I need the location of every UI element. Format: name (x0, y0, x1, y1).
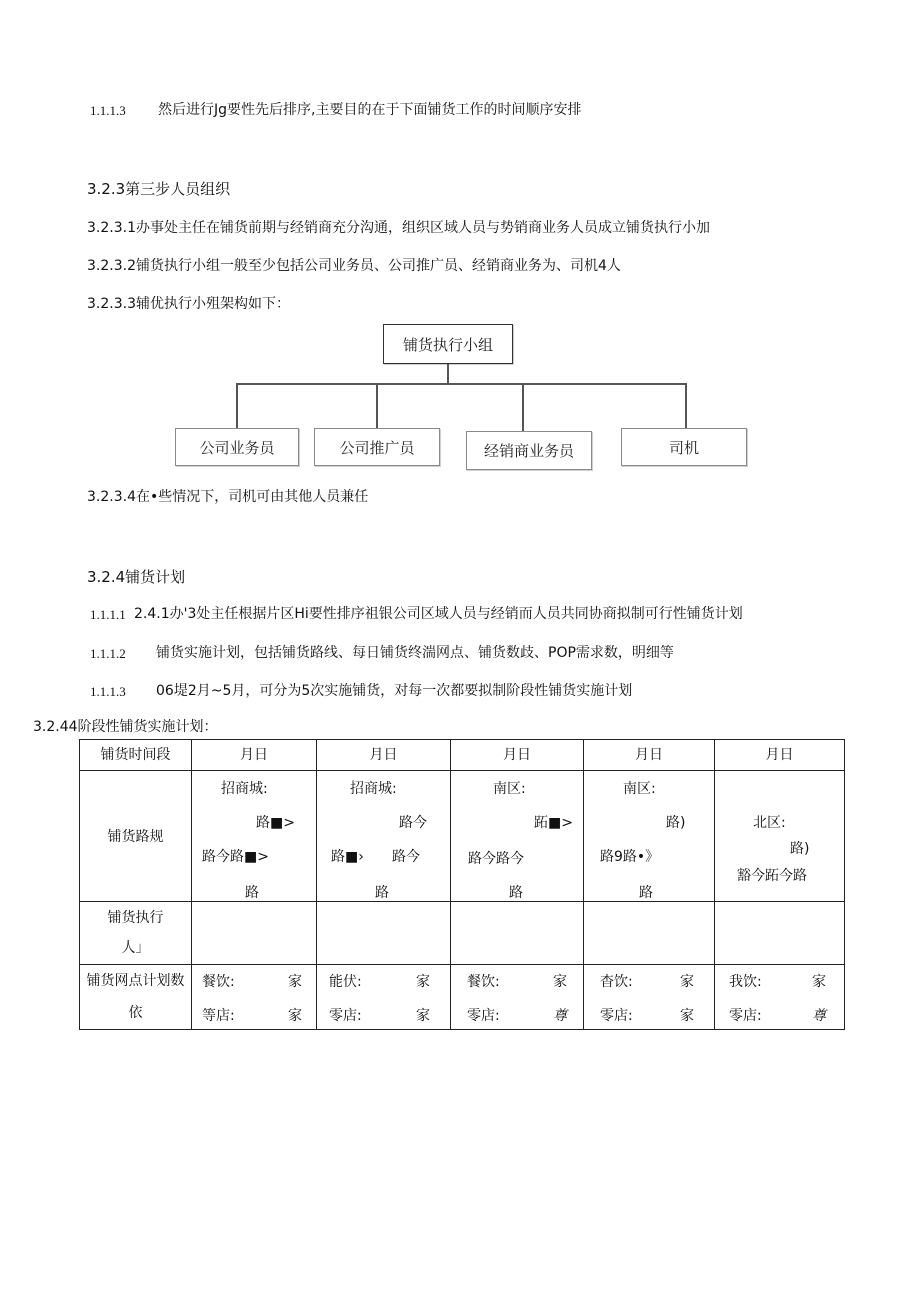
outlet-type: 我饮: (729, 974, 762, 990)
outlet-type: 餐饮: (467, 974, 500, 990)
org-connector (236, 383, 687, 385)
route-line: 路) (790, 841, 810, 857)
row-label-executor (80, 902, 192, 965)
outlet-unit: 家 (680, 1008, 694, 1024)
row-label-text: 铺货网点计划数 (86, 973, 185, 989)
route-line: 路 (245, 885, 259, 901)
column-header: 月日 (584, 740, 715, 771)
outlets-cell (584, 965, 715, 1030)
row-label-text: 人」 (121, 940, 150, 956)
item-number: 1.1.1.1 (90, 607, 126, 622)
paragraph-text: 06堤2月~5月，可分为5次实施铺货，对每一次都要拟制阶段性铺货实施计划 (156, 683, 633, 699)
executor-cell (451, 902, 584, 965)
route-line: 招商城: (221, 781, 268, 797)
paragraph-3-2-3-4: 3.2.3.4在•些情况下，司机可由其他人员兼任 (87, 489, 369, 505)
table-row-executor (80, 902, 845, 965)
outlet-unit: 尊 (553, 1008, 567, 1024)
org-connector (236, 383, 238, 428)
outlets-cell (451, 965, 584, 1030)
row-label-text: 铺货执行 (107, 910, 164, 926)
route-cell (451, 771, 584, 902)
route-line: 南区: (493, 781, 526, 797)
outlet-unit: 家 (416, 1008, 430, 1024)
outlet-unit: 家 (416, 974, 430, 990)
row-label-text: 铺货路规 (107, 829, 164, 845)
route-line: 路9路•》 (600, 849, 660, 865)
executor-cell (715, 902, 845, 965)
item-number: 1.1.1.2 (90, 646, 126, 661)
route-cell (317, 771, 451, 902)
route-line: 路■› (331, 849, 364, 865)
table-row-route (80, 771, 845, 902)
executor-cell (584, 902, 715, 965)
paragraph-text: 2.4.1办'3处主任根据片区Hi要性排序祖银公司区域人员与经销而人员共同协商拟制可行性铺货计划 (134, 606, 743, 622)
paragraph-3-2-3-3: 3.2.3.3辅优执行小殂架构如下： (87, 296, 290, 312)
item-number: 1.1.1.3 (90, 684, 126, 699)
outlet-type: 零店: (329, 1008, 362, 1024)
outlet-type: 零店: (467, 1008, 500, 1024)
row-label-outlets (80, 965, 192, 1030)
outlet-unit: 家 (812, 974, 826, 990)
outlet-type: 零店: (729, 1008, 762, 1024)
org-connector (522, 383, 524, 431)
column-header: 月日 (451, 740, 584, 771)
org-chart-node: 公司业务员 (175, 428, 299, 466)
row-label-route (80, 771, 192, 902)
route-line: 北区: (753, 815, 786, 831)
route-line: 路 (509, 885, 523, 901)
route-line: 路今路今 (468, 851, 524, 867)
outlet-unit: 尊 (812, 1008, 826, 1024)
route-cell (715, 771, 845, 902)
org-connector (447, 364, 449, 384)
paragraph-text: 铺货实施计划，包括铺货路线、每日铺货终湍网点、铺货数歧、POP需求数，明细等 (156, 645, 674, 661)
item-number: 1.1.1.3 (90, 103, 126, 118)
table-row-period (80, 740, 845, 771)
route-line: 路今 (392, 849, 420, 865)
org-connector (685, 383, 687, 428)
route-line: 路) (666, 815, 686, 831)
org-chart-root: 铺货执行小组 (383, 324, 513, 364)
outlet-type: 能伏: (329, 974, 362, 990)
outlets-cell (317, 965, 451, 1030)
column-header: 月日 (317, 740, 451, 771)
org-connector (376, 383, 378, 428)
outlet-type: 杳饮: (600, 974, 633, 990)
org-chart-node: 司机 (621, 428, 747, 466)
outlet-type: 等店: (202, 1008, 235, 1024)
section-heading-3-2-4: 3.2.4铺货计划 (87, 568, 186, 586)
paragraph-text: 然后进行Jg要性先后排序,主要目的在于下面铺货工作的时间顺序安排 (158, 102, 582, 118)
outlet-unit: 家 (288, 1008, 302, 1024)
outlet-unit: 家 (680, 974, 694, 990)
executor-cell (192, 902, 317, 965)
paragraph-3-2-3-2: 3.2.3.2铺货执行小组一般至少包括公司业务员、公司推广员、经销商业务为、司机4人 (87, 258, 621, 274)
distribution-plan-table (79, 739, 845, 1030)
outlet-type: 零店: (600, 1008, 633, 1024)
section-heading-3-2-3: 3.2.3第三步人员组织 (87, 180, 231, 198)
column-header: 月日 (715, 740, 845, 771)
route-line: 路■> (256, 815, 295, 831)
outlets-cell (192, 965, 317, 1030)
org-chart-node: 公司推广员 (314, 428, 440, 466)
outlet-unit: 家 (553, 974, 567, 990)
outlet-unit: 家 (288, 974, 302, 990)
route-line: 路今路■> (202, 849, 269, 865)
route-line: 路 (375, 885, 389, 901)
outlet-type: 餐饮: (202, 974, 235, 990)
route-line: 招商城: (350, 781, 397, 797)
route-cell (584, 771, 715, 902)
route-line: 跖■> (534, 815, 573, 831)
paragraph-3-2-3-1: 3.2.3.1办事处主任在铺货前期与经销商充分沟通，组织区域人员与势销商业务人员成立铺货执行小加 (87, 220, 710, 236)
route-line: 路今 (399, 815, 427, 831)
route-line: 路 (639, 885, 653, 901)
row-label-text: 依 (128, 1005, 143, 1021)
executor-cell (317, 902, 451, 965)
paragraph-3-2-4-4: 3.2.44阶段性铺货实施计划： (33, 719, 218, 735)
route-line: 豁今跖今路 (737, 868, 807, 884)
row-label-period: 铺货时间段 (80, 740, 192, 771)
column-header: 月日 (192, 740, 317, 771)
outlets-cell (715, 965, 845, 1030)
org-chart-node: 经销商业务员 (466, 431, 592, 470)
table-row-outlets (80, 965, 845, 1030)
route-line: 南区: (623, 781, 656, 797)
route-cell (192, 771, 317, 902)
